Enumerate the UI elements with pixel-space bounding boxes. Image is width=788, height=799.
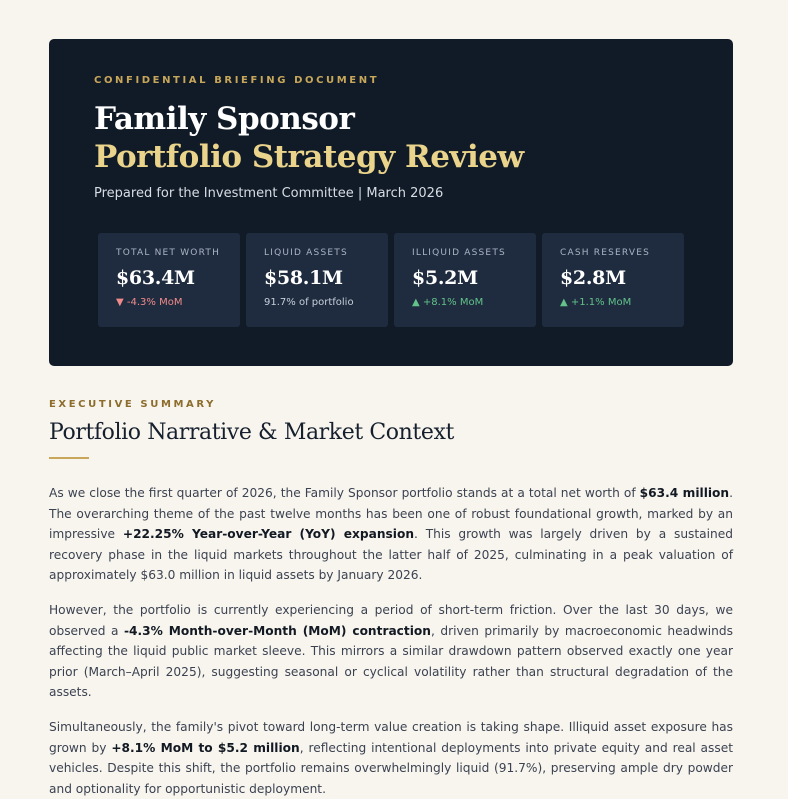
body-text: , driven primarily by macroeconomic headwinds affecting the liquid public market sleeve. This mirrors a similar drawdown pattern observed exactly one year prior (March–April 2025), suggesting seasonal or cyclical volatility rather than structural degradation of the assets. <box>49 623 733 700</box>
metric-card-cash-reserves <box>542 233 684 327</box>
hero-subtitle: Portfolio Strategy Review <box>94 139 524 175</box>
summary-paragraph <box>49 483 733 586</box>
metric-card-illiquid-assets <box>394 233 536 327</box>
body-text: As we close the first quarter of 2026, the Family Sponsor portfolio stands at a total net worth of <box>49 486 640 500</box>
metric-label: ILLIQUID ASSETS <box>412 248 506 258</box>
summary-paragraph <box>49 717 733 799</box>
highlight-text: +22.25% Year-over-Year (YoY) expansion <box>122 527 414 542</box>
highlight-text: $63.4 million <box>639 486 730 500</box>
metric-label: CASH RESERVES <box>560 248 651 258</box>
metric-label: TOTAL NET WORTH <box>116 248 221 258</box>
summary-paragraph <box>49 600 733 703</box>
metric-change: ▲ +1.1% MoM <box>560 297 632 308</box>
highlight-text: -4.3% Month-over-Month (MoM) contraction <box>124 623 431 638</box>
metric-change: 91.7% of portfolio <box>264 297 354 308</box>
prepared-line: Prepared for the Investment Committee | March 2026 <box>94 186 444 201</box>
arrow-up-icon: ▲ <box>560 297 568 308</box>
metric-change: ▼ -4.3% MoM <box>116 297 183 308</box>
summary-paragraphs <box>49 483 733 799</box>
body-text: Simultaneously, the family's pivot toward long-term value creation is taking shape. Illiquid asset exposure has grown by <box>49 719 733 755</box>
body-text: However, the portfolio is currently experiencing a period of short-term friction. Over the last 30 days, we observed a <box>49 602 733 638</box>
arrow-up-icon: ▲ <box>412 297 420 308</box>
body-text: . The overarching theme of the past twelve months has been one of robust foundational growth, marked by an impressive <box>49 486 733 542</box>
body-text: . This growth was largely driven by a sustained recovery phase in the liquid markets throughout the latter half of 2025, culminating in a peak valuation of approximately $63.0 million in liquid assets by January 2026. <box>49 527 733 583</box>
title-divider <box>49 457 89 459</box>
metric-cards <box>98 233 684 327</box>
hero-title: Family Sponsor <box>94 101 355 137</box>
metric-change: ▲ +8.1% MoM <box>412 297 484 308</box>
metric-value: $58.1M <box>264 267 343 289</box>
metric-label: LIQUID ASSETS <box>264 248 348 258</box>
section-title: Portfolio Narrative & Market Context <box>49 420 454 445</box>
hero-banner <box>49 39 733 366</box>
metric-value: $63.4M <box>116 267 195 289</box>
metric-card-total-net-worth <box>98 233 240 327</box>
metric-value: $5.2M <box>412 267 478 289</box>
executive-summary-section <box>49 399 733 799</box>
body-text: , reflecting intentional deployments into private equity and real asset vehicles. Despite this shift, the portfolio remains overwhelmingly liquid (91.7%), preserving ample dry powder and optionality for opportunistic deployment. <box>49 740 734 796</box>
arrow-down-icon: ▼ <box>116 297 124 308</box>
highlight-text: +8.1% MoM to $5.2 million <box>111 740 300 755</box>
metric-card-liquid-assets <box>246 233 388 327</box>
hero-eyebrow: CONFIDENTIAL BRIEFING DOCUMENT <box>94 75 380 86</box>
metric-value: $2.8M <box>560 267 626 289</box>
section-eyebrow: EXECUTIVE SUMMARY <box>49 399 216 410</box>
